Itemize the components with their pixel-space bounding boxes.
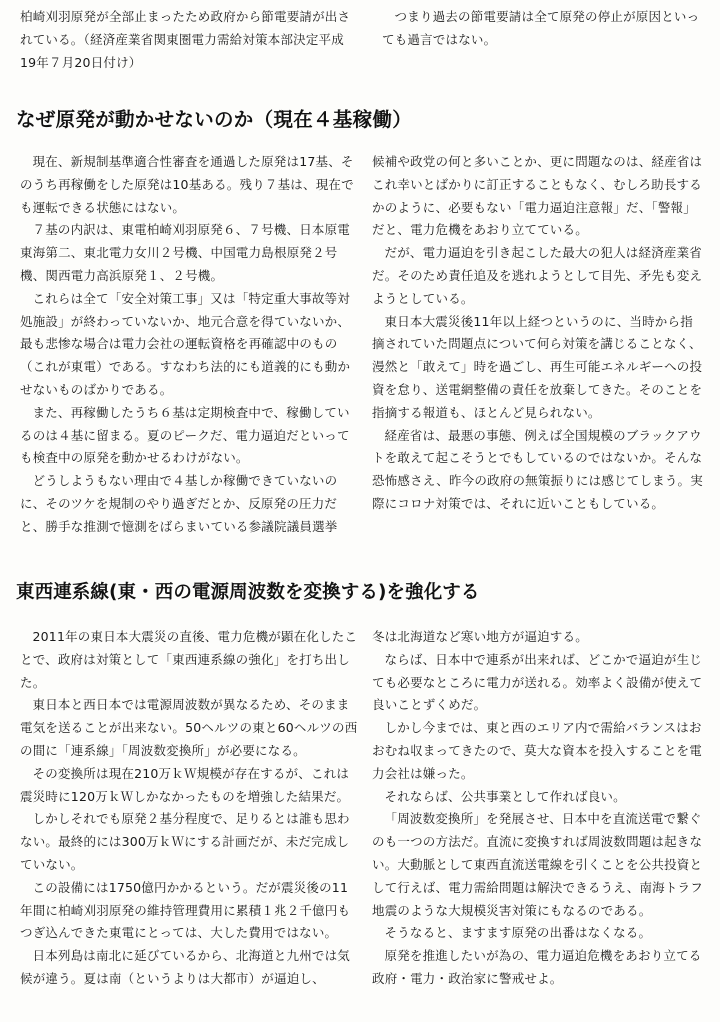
paragraph: 東日本大震災後11年以上経つというのに、当時から指摘されていた問題点について何ら対策を講じることなく、漫然と「敢えて」時を過ごし、再生可能エネルギーへの投資を怠り、送電網整備の責任を放棄してきた。そのことを指摘する報道も、ほとんど見られない。: [372, 313, 703, 420]
section-1-heading: なぜ原発が動かせないのか（現在４基稼働）: [16, 108, 413, 131]
paragraph: その変換所は現在210万ｋＷ規模が存在するが、これは震災時に120万ｋＷしかなかったものを増強した結果だ。: [20, 765, 350, 804]
paragraph: 冬は北海道など寒い地方が逼迫する。: [372, 629, 588, 644]
paragraph: 2011年の東日本大震災の直後、電力危機が顕在化したことで、政府は対策として「東西連系線の強化」を打ち出した。: [20, 629, 358, 690]
paragraph: つまり過去の節電要請は全て原発の停止が原因といっても過言ではない。: [382, 9, 700, 47]
paragraph: だが、電力逼迫を引き起こした最大の犯人は経済産業省だ。そのため責任追及を逃れようとして目先、矛先も変えようとしている。: [372, 245, 703, 306]
paragraph: しかし今までは、東と西のエリア内で需給バランスはおおむね収まってきたので、莫大な資本を投入することを電力会社は嫌った。: [372, 720, 702, 781]
paragraph: また、再稼働したうち６基は定期検査中で、稼働しているのは４基に留まる。夏のピークだ、電力逼迫だといっても検査中の原発を動かせるわけがない。: [20, 404, 350, 466]
paragraph: どうしようもない理由で４基しか稼働できていないのに、そのツケを規制のやり過ぎだとか、反原発の圧力だと、勝手な推測で憶測をばらまいている参議院議員選挙: [20, 473, 338, 534]
paragraph: 現在、新規制基準適合性審査を通過した原発は17基、そのうち再稼働をした原発は10基ある。残り７基は、現在でも運転できる状態にはない。: [20, 154, 354, 215]
paragraph: 「周波数変換所」を発展させ、日本中を直流送電で繋ぐのも一つの方法だ。直流に変換すれば周波数問題は起きない。大動脈として東西直流送電線を引くことを公共投資として行えば、電力需給問題は解決できるうえ、南海トラフ地震のような大規模災害対策にもなるのである。: [372, 811, 703, 918]
paragraph: この設備には1750億円かかるという。だが震災後の11年間に柏崎刈羽原発の維持管理費用に累積１兆２千億円もつぎ込んできた東電にとっては、大した費用ではない。: [20, 879, 351, 941]
paragraph: 柏崎刈羽原発が全部止まったため政府から節電要請が出されている。（経済産業省関東圏電力需給対策本部決定平成19年７月20日付け）: [20, 9, 351, 70]
section-1-left-column: [20, 151, 358, 539]
paragraph: しかしそれでも原発２基分程度で、足りるとは誰も思わない。最終的には300万ｋＷにする計画だが、未だ完成していない。: [20, 811, 350, 872]
paragraph: 日本列島は南北に延びているから、北海道と九州では気候が違う。夏は南（というよりは大都市）が逼迫し、: [20, 948, 351, 986]
paragraph: 経産省は、最悪の事態、例えば全国規模のブラックアウトを敢えて起こそうとでもしているのではないか。そんな恐怖感さえ、昨今の政府の無策振りには感じてしまう。実際にコロナ対策では、それに近いこともしている。: [372, 427, 703, 511]
section-1-right-column: [372, 151, 704, 516]
section-2-right-column: [372, 626, 704, 991]
section-2-left-column: [20, 626, 358, 991]
paragraph: そうなると、ますます原発の出番はなくなる。: [384, 925, 652, 941]
paragraph: ならば、日本中で連系が出来れば、どこかで逼迫が生じても必要なところに電力が送れる。効率よく設備が使えて良いことずくめだ。: [372, 651, 703, 713]
paragraph: それならば、公共事業として作れば良い。: [384, 788, 626, 804]
paragraph: ７基の内訳は、東電柏崎刈羽原発６、７号機、日本原電東海第二、東北電力女川２号機、中国電力島根原発２号機、関西電力高浜原発１、２号機。: [20, 222, 351, 283]
paragraph: 原発を推進したいが為の、電力逼迫危機をあおり立てる政府・電力・政治家に警戒せよ。: [372, 948, 702, 986]
paragraph: 候補や政党の何と多いことか、更に問題なのは、経産省はこれ幸いとばかりに訂正することもなく、むしろ助長するかのように、必要もない「電力逼迫注意報」だ、「警報」だと、電力危機をあおり立てている。: [372, 154, 703, 238]
top-left-column: [20, 6, 358, 74]
section-2-heading: 東西連系線(東・西の電源周波数を変換する)を強化する: [16, 582, 480, 603]
paragraph: 東日本と西日本では電源周波数が異なるため、そのまま電気を送ることが出来ない。50ヘルツの東と60ヘルツの西の間に「連系線」「周波数変換所」が必要になる。: [20, 697, 358, 758]
paragraph: これらは全て「安全対策工事」又は「特定重大事故等対処施設」が終わっていないか、地元合意を得ていないか、最も悲惨な場合は電力会社の運転資格を再確認中のもの（これが東電）である。すなわち法的にも道義的にも動かせないものばかりである。: [20, 290, 351, 397]
top-right-column: [382, 6, 704, 52]
